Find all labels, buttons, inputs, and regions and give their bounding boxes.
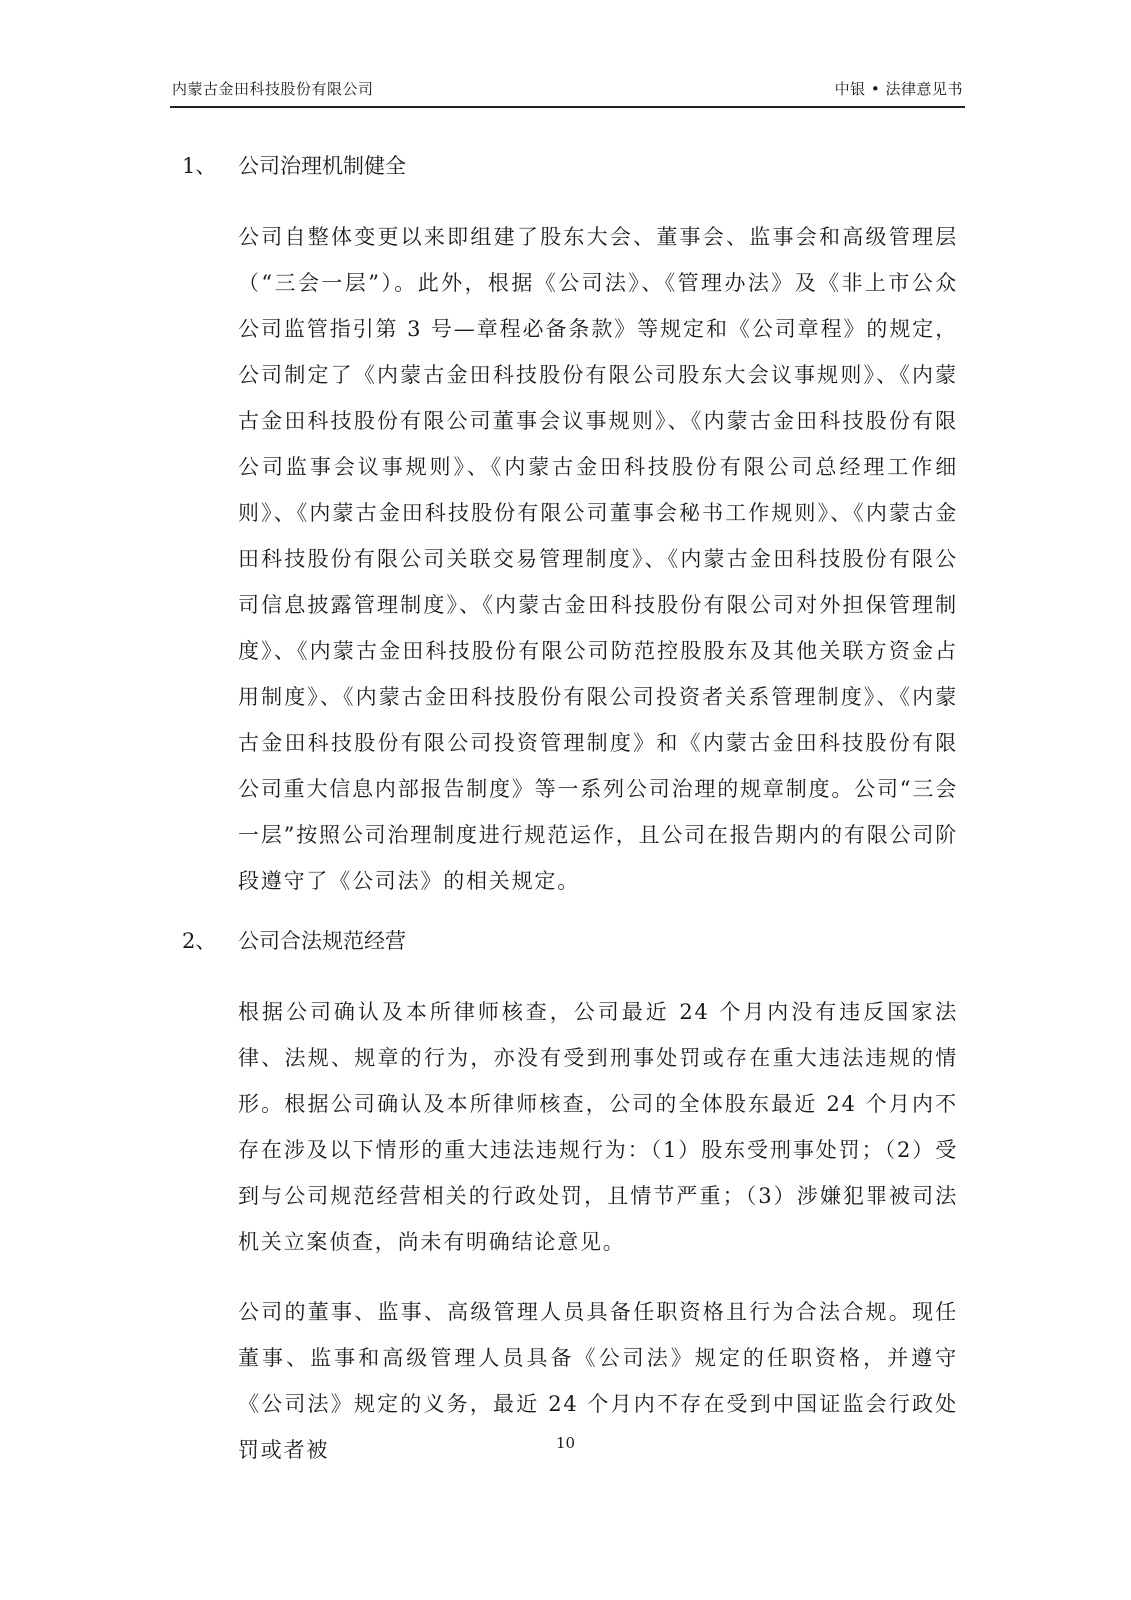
section-number: 1、	[182, 154, 217, 178]
page-number: 10	[555, 1434, 576, 1452]
section-heading-governance	[182, 150, 406, 180]
header-company-name: 内蒙古金田科技股份有限公司	[172, 80, 374, 98]
paragraph-compliance-2: 公司的董事、监事、高级管理人员具备任职资格且行为合法合规。现任董事、监事和高级管理人员具备《公司法》规定的任职资格，并遵守《公司法》规定的义务，最近 24 个月内不存在受到中国证监会行政处罚或者被	[238, 1300, 958, 1462]
page-header	[170, 78, 965, 108]
section-number: 2、	[182, 929, 217, 953]
paragraph-governance: 公司自整体变更以来即组建了股东大会、董事会、监事会和高级管理层（“三会一层”）。此外，根据《公司法》、《管理办法》及《非上市公众公司监管指引第 3 号—章程必备条款》等规定和《公司章程》的规定，公司制定了《内蒙古金田科技股份有限公司股东大会议事规则》、《内蒙古金田科技股份有限公司董事会议事规则》、《内蒙古金田科技股份有限公司监事会议事规则》、《内蒙古金田科技股份有限公司总经理工作细则》、《内蒙古金田科技股份有限公司董事会秘书工作规则》、《内蒙古金田科技股份有限公司关联交易管理制度》、《内蒙古金田科技股份有限公司信息披露管理制度》、《内蒙古金田科技股份有限公司对外担保管理制度》、《内蒙古金田科技股份有限公司防范控股股东及其他关联方资金占用制度》、《内蒙古金田科技股份有限公司投资者关系管理制度》、《内蒙古金田科技股份有限公司投资管理制度》和《内蒙古金田科技股份有限公司重大信息内部报告制度》等一系列公司治理的规章制度。公司“三会一层”按照公司治理制度进行规范运作，且公司在报告期内的有限公司阶段遵守了《公司法》的相关规定。	[238, 225, 958, 893]
section-title: 公司合法规范经营	[238, 929, 406, 953]
header-document-title: 中银 • 法律意见书	[834, 80, 963, 98]
section-title: 公司治理机制健全	[238, 154, 406, 178]
paragraph-compliance-1: 根据公司确认及本所律师核查，公司最近 24 个月内没有违反国家法律、法规、规章的行为，亦没有受到刑事处罚或存在重大违法违规的情形。根据公司确认及本所律师核查，公司的全体股东最近 24 个月内不存在涉及以下情形的重大违法违规行为：（1）股东受刑事处罚；（2）受到与公司规范经营相关的行政处罚，且情节严重；（3）涉嫌犯罪被司法机关立案侦查，尚未有明确结论意见。	[238, 1000, 958, 1254]
section-heading-compliance	[182, 925, 406, 955]
